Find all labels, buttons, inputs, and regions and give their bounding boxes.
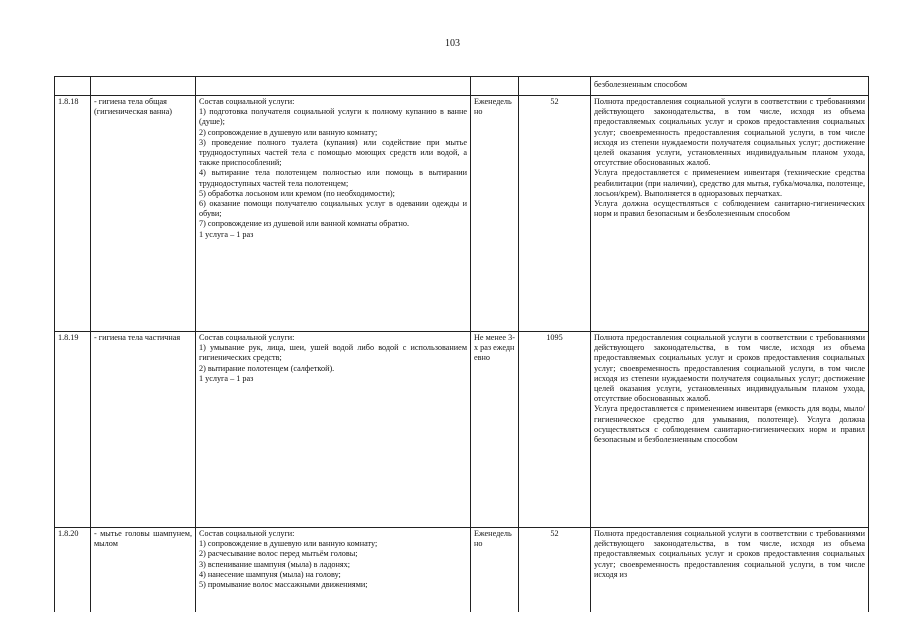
composition-line: 5) промывание волос массажными движениями; xyxy=(199,580,368,590)
quality-paragraph: Полнота предоставления социальной услуги в соответствии с требованиями действующего законодательства, в том числе, исходя из объема предоставляемых социальных услуг и сроков предоставления социальных услуг; своевременность предоставления социальной услуги, в том числе исходя из степени нуждаемости получателя социальных услуг; достижение целей оказания услуги, установленных индивидуальным планом ухода, отсутствие обоснованных жалоб. xyxy=(594,97,865,168)
cell-volume: 52 xyxy=(519,528,591,612)
composition-line: Состав социальной услуги: xyxy=(199,529,295,538)
cell-volume xyxy=(519,77,591,96)
composition-line: 1 услуга – 1 раз xyxy=(199,373,254,383)
cell-composition xyxy=(196,528,471,612)
quality-paragraph: Услуга предоставляется с применением инвентаря (емкость для воды, мыло/гигиеническое средство для умывания, полотенце). Услуга должна осуществляться с соблюдением санитарно-гигиенических норм и правил безопасным и безболезненным способом xyxy=(594,404,865,445)
cell-frequency xyxy=(471,77,519,96)
cell-volume: 52 xyxy=(519,96,591,332)
table-row xyxy=(55,332,869,528)
composition-line: 3) проведение полного туалета (купания) или содействие при мытье труднодоступных частей тела с помощью моющих средств или водой, а также приспособлений; xyxy=(199,137,467,168)
composition-line: 2) расчесывание волос перед мытьём головы; xyxy=(199,549,358,559)
cell-frequency: Еженедельно xyxy=(471,96,519,332)
composition-line: 1) сопровождение в душевую или ванную комнату; xyxy=(199,539,378,549)
services-table xyxy=(54,76,869,612)
cell-name xyxy=(91,77,196,96)
cell-name: - мытье головы шампунем, мылом xyxy=(91,528,196,612)
cell-quality: безболезненным способом xyxy=(591,77,869,96)
cell-number xyxy=(55,77,91,96)
composition-line: 1) умывание рук, лица, шеи, ушей водой либо водой с использованием гигиенических средств; xyxy=(199,343,467,363)
cell-composition xyxy=(196,332,471,528)
quality-paragraph: Полнота предоставления социальной услуги в соответствии с требованиями действующего законодательства, в том числе, исходя из объема предоставляемых социальных услуг и сроков предоставления социальных услуг; своевременность предоставления социальной услуги, в том числе исходя из степени нуждаемости получателя социальных услуг; достижение целей оказания услуги, установленных индивидуальным планом ухода, отсутствие обоснованных жалоб. xyxy=(594,333,865,404)
composition-line: 3) вспенивание шампуня (мыла) в ладонях; xyxy=(199,559,351,569)
composition-line: Состав социальной услуги: xyxy=(199,333,295,342)
composition-line: 7) сопровождение из душевой или ванной комнаты обратно. xyxy=(199,219,410,229)
cell-name: - гигиена тела общая (гигиеническая ванна) xyxy=(91,96,196,332)
composition-line: 1 услуга – 1 раз xyxy=(199,229,254,239)
cell-quality xyxy=(591,528,869,612)
composition-line: 6) оказание помощи получателю социальных услуг в одевании одежды и обуви; xyxy=(199,199,467,219)
quality-paragraph: Полнота предоставления социальной услуги в соответствии с требованиями действующего законодательства, в том числе, исходя из объема предоставляемых социальных услуг и сроков предоставления социальных услуг; своевременность предоставления социальной услуги, в том числе исходя из xyxy=(594,529,865,579)
composition-line: 4) нанесение шампуня (мыла) на голову; xyxy=(199,569,341,579)
table-row xyxy=(55,96,869,332)
quality-paragraph: Услуга предоставляется с применением инвентаря (технические средства реабилитации (при наличии), средство для мытья, губка/мочалка, полотенце, лосьон/крем). Выполняется в одноразовых перчатках. xyxy=(594,168,865,198)
composition-line: 2) вытирание полотенцем (салфеткой). xyxy=(199,363,335,373)
cell-number: 1.8.20 xyxy=(55,528,91,612)
composition-line: 1) подготовка получателя социальной услуги к полному купанию в ванне (душе); xyxy=(199,107,467,127)
composition-line: 2) сопровождение в душевую или ванную комнату; xyxy=(199,127,378,137)
quality-paragraph: Услуга должна осуществляться с соблюдением санитарно-гигиенических норм и правил безопасным и безболезненным способом xyxy=(594,199,865,219)
composition-line: 4) вытирание тела полотенцем полностью или помощь в вытирании труднодоступных частей тела полотенцем; xyxy=(199,168,467,188)
cell-number: 1.8.18 xyxy=(55,96,91,332)
page-number: 103 xyxy=(445,38,460,49)
table-row xyxy=(55,528,869,612)
cell-composition xyxy=(196,77,471,96)
cell-number: 1.8.19 xyxy=(55,332,91,528)
composition-line: Состав социальной услуги: xyxy=(199,97,295,106)
cell-quality xyxy=(591,332,869,528)
cell-frequency: Еженедельно xyxy=(471,528,519,612)
cell-name: - гигиена тела частичная xyxy=(91,332,196,528)
cell-composition xyxy=(196,96,471,332)
cell-volume: 1095 xyxy=(519,332,591,528)
cell-frequency: Не менее 3-х раз ежедневно xyxy=(471,332,519,528)
continuation-row xyxy=(55,77,869,96)
composition-line: 5) обработка лосьоном или кремом (по необходимости); xyxy=(199,188,395,198)
cell-quality xyxy=(591,96,869,332)
